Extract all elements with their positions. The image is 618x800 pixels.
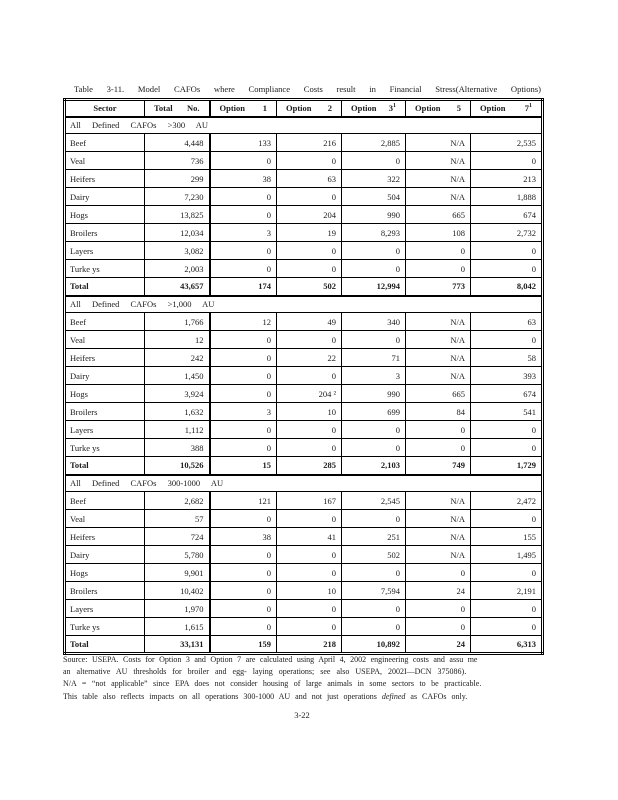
value-cell: 174 [210, 278, 277, 296]
value-cell: 736 [145, 152, 210, 170]
value-cell: 8,042 [471, 278, 543, 296]
sector-cell: Dairy [65, 188, 145, 206]
value-cell: 218 [277, 636, 342, 654]
value-cell: 41 [277, 528, 342, 546]
value-cell: 84 [406, 403, 471, 421]
value-cell: N/A [406, 188, 471, 206]
footnote-line-reflects [63, 691, 543, 703]
value-cell: 108 [406, 224, 471, 242]
table-row [65, 492, 543, 510]
footnote-line-reflects-italic: defined [381, 691, 406, 701]
value-cell: 2,535 [471, 134, 543, 152]
value-cell: 0 [342, 600, 406, 618]
value-cell: 1,112 [145, 421, 210, 439]
value-cell: 12 [145, 331, 210, 349]
table-row [65, 170, 543, 188]
footnote-line-reflects-pre: This table also reflects impacts on all operations 300-1000 AU and not just operations [63, 691, 377, 701]
sector-cell: Layers [65, 421, 145, 439]
financial-stress-table [63, 98, 544, 655]
value-cell: 0 [406, 618, 471, 636]
footnotes [63, 654, 543, 703]
value-cell: 0 [210, 260, 277, 278]
column-header: Option $3^1$ [342, 100, 406, 117]
value-cell: 0 [342, 152, 406, 170]
value-cell: 216 [277, 134, 342, 152]
table-row [65, 403, 543, 421]
sector-cell: Beef [65, 313, 145, 331]
value-cell: 0 [406, 242, 471, 260]
value-cell: 0 [471, 510, 543, 528]
value-cell: 0 [471, 564, 543, 582]
value-cell: 5,780 [145, 546, 210, 564]
sector-cell: Veal [65, 152, 145, 170]
column-header: Sector [65, 100, 145, 117]
value-cell: 24 [406, 582, 471, 600]
value-cell: 0 [277, 600, 342, 618]
value-cell: 121 [210, 492, 277, 510]
value-cell: 159 [210, 636, 277, 654]
value-cell: 0 [277, 510, 342, 528]
value-cell: 2,885 [342, 134, 406, 152]
value-cell: 990 [342, 206, 406, 224]
value-cell: 0 [471, 152, 543, 170]
value-cell: 133 [210, 134, 277, 152]
sector-cell: Layers [65, 600, 145, 618]
value-cell: 242 [145, 349, 210, 367]
value-cell: 63 [277, 170, 342, 188]
value-cell: N/A [406, 367, 471, 385]
value-cell: N/A [406, 492, 471, 510]
value-cell: 0 [342, 564, 406, 582]
value-cell: 0 [210, 242, 277, 260]
value-cell: 0 [342, 331, 406, 349]
value-cell: 1,615 [145, 618, 210, 636]
table-row [65, 421, 543, 439]
value-cell: 340 [342, 313, 406, 331]
value-cell: 1,632 [145, 403, 210, 421]
value-cell: 0 [277, 421, 342, 439]
sector-cell: Broilers [65, 582, 145, 600]
value-cell: 0 [277, 188, 342, 206]
value-cell: 1,970 [145, 600, 210, 618]
table-row [65, 582, 543, 600]
value-cell: 0 [210, 564, 277, 582]
table-row [65, 349, 543, 367]
value-cell: 0 [406, 600, 471, 618]
value-cell: 3,082 [145, 242, 210, 260]
sector-cell: Broilers [65, 224, 145, 242]
value-cell: 57 [145, 510, 210, 528]
value-cell: 1,495 [471, 546, 543, 564]
value-cell: 7,594 [342, 582, 406, 600]
value-cell: 8,293 [342, 224, 406, 242]
value-cell: 38 [210, 170, 277, 188]
value-cell: 665 [406, 206, 471, 224]
value-cell: 10 [277, 403, 342, 421]
value-cell: 4,448 [145, 134, 210, 152]
value-cell: N/A [406, 331, 471, 349]
value-cell: 0 [210, 385, 277, 403]
value-cell: 674 [471, 385, 543, 403]
table-row [65, 206, 543, 224]
value-cell: 665 [406, 385, 471, 403]
value-cell: 0 [210, 206, 277, 224]
value-cell: 0 [471, 260, 543, 278]
value-cell: 3 [210, 224, 277, 242]
total-row [65, 457, 543, 475]
column-header: Option $7^1$ [471, 100, 543, 117]
column-header: Total No. [145, 100, 210, 117]
value-cell: 0 [342, 510, 406, 528]
value-cell: 2,682 [145, 492, 210, 510]
sector-cell: Turke ys [65, 618, 145, 636]
footnote-line-na: N/A = “not applicable” since EPA does not consider housing of large animals in some sectors to be practicable. [63, 679, 482, 689]
column-header: Option 5 [406, 100, 471, 117]
value-cell: 167 [277, 492, 342, 510]
value-cell: 0 [471, 439, 543, 457]
value-cell: 0 [342, 242, 406, 260]
value-cell: N/A [406, 528, 471, 546]
value-cell: 0 [471, 331, 543, 349]
value-cell: 49 [277, 313, 342, 331]
value-cell: 990 [342, 385, 406, 403]
section-header-row [65, 117, 543, 134]
value-cell: 0 [210, 510, 277, 528]
value-cell: 724 [145, 528, 210, 546]
value-cell: 285 [277, 457, 342, 475]
table-row [65, 367, 543, 385]
value-cell: 0 [471, 242, 543, 260]
value-cell: 12,994 [342, 278, 406, 296]
value-cell: 0 [277, 546, 342, 564]
column-header: Option 1 [210, 100, 277, 117]
table-header-row [65, 100, 543, 117]
value-cell: 0 [342, 421, 406, 439]
value-cell: 24 [406, 636, 471, 654]
sector-cell: Dairy [65, 367, 145, 385]
table-body [65, 117, 543, 654]
value-cell: 0 [277, 152, 342, 170]
value-cell: 0 [406, 564, 471, 582]
sector-cell: Heifers [65, 170, 145, 188]
footnote-line-reflects-post: as CAFOs only. [410, 691, 468, 701]
value-cell: 299 [145, 170, 210, 188]
value-cell: 0 [277, 564, 342, 582]
value-cell: 63 [471, 313, 543, 331]
value-cell: 0 [277, 331, 342, 349]
sector-cell: Dairy [65, 546, 145, 564]
page-number: 3-22 [294, 710, 310, 720]
value-cell: 12,034 [145, 224, 210, 242]
sector-cell: Turke ys [65, 260, 145, 278]
value-cell: 0 [210, 439, 277, 457]
section-header-label: All Defined CAFOs >1,000 AU [65, 296, 543, 313]
table-row [65, 188, 543, 206]
value-cell: 3 [210, 403, 277, 421]
value-cell: 1,766 [145, 313, 210, 331]
value-cell: 43,657 [145, 278, 210, 296]
table-row [65, 385, 543, 403]
value-cell: 155 [471, 528, 543, 546]
value-cell: 0 [406, 421, 471, 439]
sector-cell: Hogs [65, 564, 145, 582]
page-title: Table 3-11. Model CAFOs where Compliance Costs result in Financial Stress(Alternative Options) [74, 84, 541, 94]
section-header-row [65, 475, 543, 492]
footnote-line-thresholds: an alternative AU thresholds for broiler and egg- laying operations; see also USEPA, 2002I—DCN 375086). [63, 667, 467, 677]
value-cell: 0 [210, 618, 277, 636]
value-cell: 674 [471, 206, 543, 224]
value-cell: 13,825 [145, 206, 210, 224]
sector-cell: Veal [65, 510, 145, 528]
value-cell: 33,131 [145, 636, 210, 654]
value-cell: 204 [277, 206, 342, 224]
value-cell: 3 [342, 367, 406, 385]
value-cell: 0 [277, 260, 342, 278]
section-header-label: All Defined CAFOs >300 AU [65, 117, 543, 134]
table-row [65, 510, 543, 528]
value-cell: 0 [471, 600, 543, 618]
table-row [65, 600, 543, 618]
value-cell: 7,230 [145, 188, 210, 206]
table-row [65, 134, 543, 152]
value-cell: 393 [471, 367, 543, 385]
value-cell: 502 [277, 278, 342, 296]
value-cell: 388 [145, 439, 210, 457]
value-cell: N/A [406, 510, 471, 528]
value-cell: 541 [471, 403, 543, 421]
sector-cell: Veal [65, 331, 145, 349]
value-cell: 3,924 [145, 385, 210, 403]
table-head [65, 100, 543, 117]
value-cell: 0 [406, 260, 471, 278]
value-cell: 1,450 [145, 367, 210, 385]
value-cell: 699 [342, 403, 406, 421]
value-cell: 2,191 [471, 582, 543, 600]
value-cell: 0 [277, 242, 342, 260]
value-cell: 0 [210, 421, 277, 439]
value-cell: 504 [342, 188, 406, 206]
sector-cell: Total [65, 636, 145, 654]
value-cell: 0 [342, 618, 406, 636]
table-row [65, 260, 543, 278]
sector-cell: Hogs [65, 385, 145, 403]
total-row [65, 636, 543, 654]
value-cell: 2,103 [342, 457, 406, 475]
value-cell: 1,729 [471, 457, 543, 475]
table-row [65, 439, 543, 457]
value-cell: 0 [277, 439, 342, 457]
value-cell: 322 [342, 170, 406, 188]
value-cell: 204 ² [277, 385, 342, 403]
table-row [65, 528, 543, 546]
value-cell: N/A [406, 349, 471, 367]
value-cell: 10,526 [145, 457, 210, 475]
value-cell: 2,472 [471, 492, 543, 510]
sector-cell: Broilers [65, 403, 145, 421]
table-row [65, 152, 543, 170]
column-header: Option 2 [277, 100, 342, 117]
sector-cell: Beef [65, 134, 145, 152]
value-cell: 10,892 [342, 636, 406, 654]
sector-cell: Hogs [65, 206, 145, 224]
value-cell: 0 [342, 439, 406, 457]
value-cell: 12 [210, 313, 277, 331]
sector-cell: Layers [65, 242, 145, 260]
sector-cell: Total [65, 278, 145, 296]
value-cell: 0 [210, 152, 277, 170]
table-row [65, 313, 543, 331]
value-cell: N/A [406, 546, 471, 564]
sector-cell: Beef [65, 492, 145, 510]
table-row [65, 242, 543, 260]
value-cell: 0 [471, 618, 543, 636]
value-cell: N/A [406, 134, 471, 152]
section-header-row [65, 296, 543, 313]
value-cell: 502 [342, 546, 406, 564]
value-cell: 0 [210, 367, 277, 385]
value-cell: 0 [471, 421, 543, 439]
value-cell: 2,732 [471, 224, 543, 242]
value-cell: 58 [471, 349, 543, 367]
value-cell: 0 [210, 600, 277, 618]
value-cell: 2,003 [145, 260, 210, 278]
value-cell: 2,545 [342, 492, 406, 510]
value-cell: 749 [406, 457, 471, 475]
table-row [65, 564, 543, 582]
sector-cell: Heifers [65, 349, 145, 367]
value-cell: 10 [277, 582, 342, 600]
value-cell: 773 [406, 278, 471, 296]
value-cell: 213 [471, 170, 543, 188]
value-cell: 0 [210, 349, 277, 367]
table-row [65, 224, 543, 242]
value-cell: 0 [277, 367, 342, 385]
table-row [65, 546, 543, 564]
value-cell: 0 [342, 260, 406, 278]
value-cell: 0 [210, 546, 277, 564]
value-cell: 22 [277, 349, 342, 367]
total-row [65, 278, 543, 296]
footnote-line-source: Source: USEPA. Costs for Option 3 and Option 7 are calculated using April 4, 2002 engineering costs and assu me [63, 655, 478, 664]
value-cell: 1,888 [471, 188, 543, 206]
section-header-label: All Defined CAFOs 300-1000 AU [65, 475, 543, 492]
table-row [65, 331, 543, 349]
value-cell: 0 [210, 582, 277, 600]
sector-cell: Heifers [65, 528, 145, 546]
sector-cell: Total [65, 457, 145, 475]
value-cell: 15 [210, 457, 277, 475]
table-row [65, 618, 543, 636]
value-cell: 0 [210, 188, 277, 206]
value-cell: 0 [210, 331, 277, 349]
value-cell: 10,402 [145, 582, 210, 600]
value-cell: 251 [342, 528, 406, 546]
value-cell: 9,901 [145, 564, 210, 582]
sector-cell: Turke ys [65, 439, 145, 457]
value-cell: 0 [406, 439, 471, 457]
value-cell: 19 [277, 224, 342, 242]
value-cell: N/A [406, 170, 471, 188]
value-cell: 71 [342, 349, 406, 367]
value-cell: 6,313 [471, 636, 543, 654]
value-cell: 38 [210, 528, 277, 546]
value-cell: 0 [277, 618, 342, 636]
value-cell: N/A [406, 313, 471, 331]
value-cell: N/A [406, 152, 471, 170]
